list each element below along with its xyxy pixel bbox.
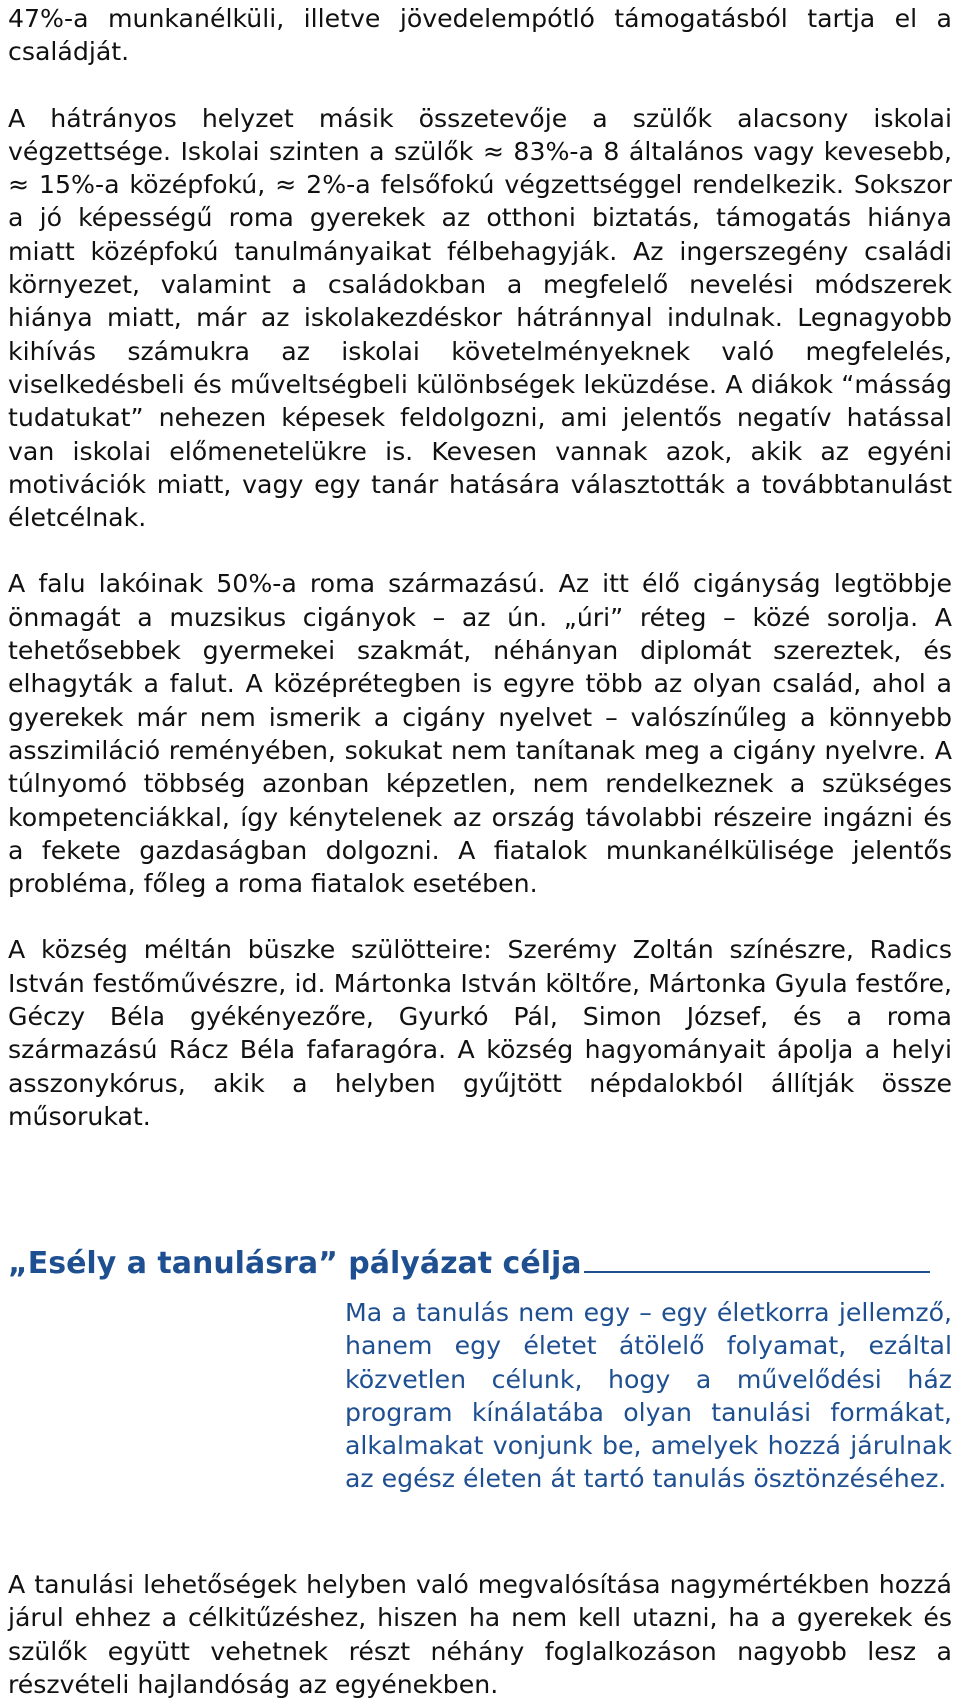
paragraph-household-support: 47%-a munkanélküli, illetve jövedelempótló támogatásból tartja el a családját. bbox=[8, 4, 952, 67]
section-heading bbox=[8, 1246, 952, 1281]
section-heading-text: „Esély a tanulásra” pályázat célja bbox=[8, 1246, 582, 1281]
paragraph-village-population: A falu lakóinak 50%-a roma származású. Az itt élő cigányság legtöbbje önmagát a muzsikus cigányok – az ún. „úri” réteg – közé sorolja. A tehetősebbek gyermekei szakmát, néhányan diplomát szereztek, és elhagyták a falut. A középrétegben is egyre több az olyan család, ahol a gyerekek már nem ismerik a cigány nyelvet – valószínűleg a könnyebb asszimiláció reményében, sokukat nem tanítanak meg a cigány nyelvre. A túlnyomó többség azonban képzetlen, nem rendelkeznek a szükséges kompetenciákkal, így kénytelenek az ország távolabbi részeire ingázni és a fekete gazdaságban dolgozni. A fiatalok munkanélkülisége jelentős probléma, főleg a roma fiatalok esetében. bbox=[8, 569, 952, 899]
heading-underline-rule bbox=[584, 1270, 930, 1273]
paragraph-notable-natives: A község méltán büszke szülötteire: Szerémy Zoltán színészre, Radics István festőművészre, id. Mártonka István költőre, Mártonka Gyula festőre, Géczy Béla gyékényezőre, Gyurkó Pál, Simon József, és a roma származású Rácz Béla fafaragóra. A község hagyományait ápolja a helyi asszonykórus, akik a helyben gyűjtött népdalokból állítják össze műsorukat. bbox=[8, 935, 952, 1131]
paragraph-local-learning: A tanulási lehetőségek helyben való megvalósítása nagymértékben hozzá járul ehhez a célkitűzéshez, hiszen ha nem kell utazni, ha a gyerekek és szülők együtt vehetnek részt néhány foglalkozáson nagyobb lesz a részvételi hajlandóság az egyénekben. bbox=[8, 1570, 952, 1699]
callout-goal-text: Ma a tanulás nem egy – egy életkorra jellemző, hanem egy életet átölelő folyamat, ezáltal közvetlen célunk, hogy a művelődési ház program kínálatába olyan tanulási formákat, alkalmakat vonjunk be, amelyek hozzá járulnak az egész életen át tartó tanulás ösztönzéséhez. bbox=[345, 1298, 952, 1494]
paragraph-education-disadvantage: A hátrányos helyzet másik összetevője a szülők alacsony iskolai végzettsége. Iskolai szinten a szülők ≈ 83%-a 8 általános vagy kevesebb, ≈ 15%-a középfokú, ≈ 2%-a felsőfokú végzettséggel rendelkezik. Sokszor a jó képességű roma gyerekek az otthoni biztatás, támogatás hiánya miatt középfokú tanulmányaikat félbehagyják. Az ingerszegény családi környezet, valamint a családokban a megfelelő nevelési módszerek hiánya miatt, már az iskolakezdéskor hátránnyal indulnak. Legnagyobb kihívás számukra az iskolai követelményeknek való megfelelés, viselkedésbeli és műveltségbeli különbségek leküzdése. A diákok “másság tudatukat” nehezen képesek feldolgozni, ami jelentős negatív hatással van iskolai előmenetelükre is. Kevesen vannak azok, akik az egyéni motivációk miatt, vagy egy tanár hatására választották a továbbtanulást életcélnak. bbox=[8, 103, 952, 533]
document-body bbox=[8, 0, 952, 1133]
